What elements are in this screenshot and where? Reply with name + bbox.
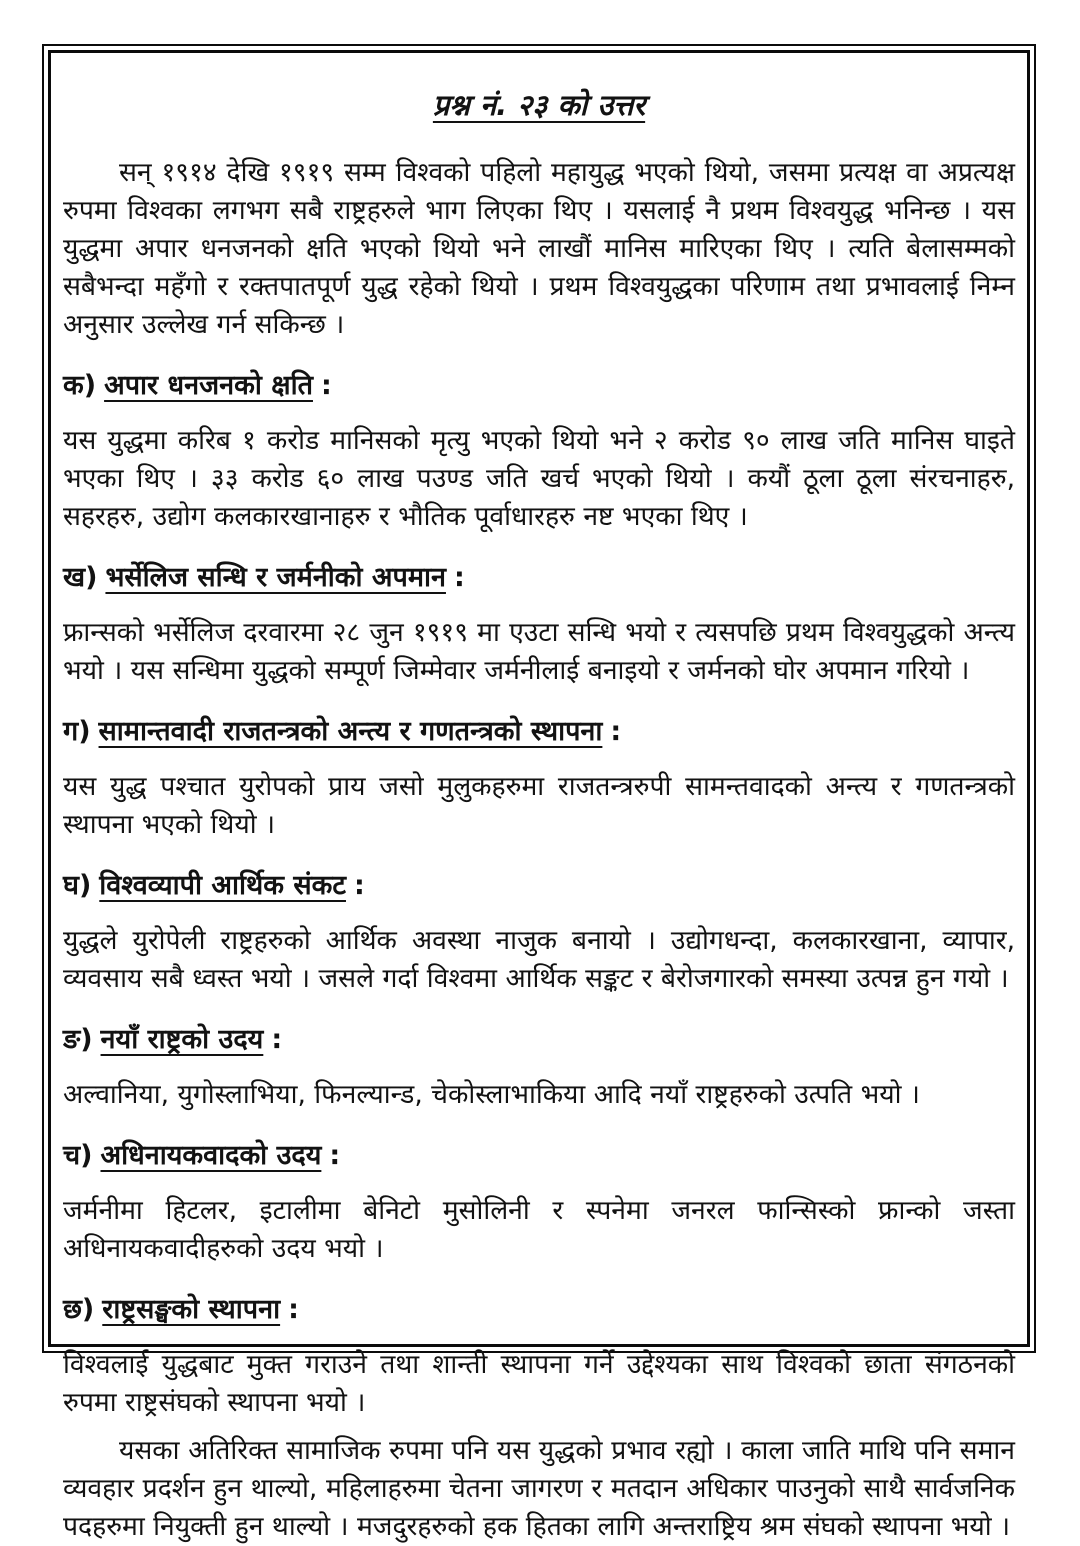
- section-ga: [63, 714, 1015, 844]
- page-inner-frame: [48, 50, 1030, 1542]
- section-body: फ्रान्सको भर्सेलिज दरवारमा २८ जुन १९१९ मा एउटा सन्धि भयो र त्यसपछि प्रथम विश्वयुद्धको अन्त्य भयो । यस सन्धिमा युद्धको सम्पूर्ण जिम्मेवार जर्मनीलाई बनाइयो र जर्मनको घोर अपमान गरियो ।: [63, 617, 1015, 686]
- page-title: [63, 85, 1015, 124]
- section-colon: :: [353, 870, 365, 901]
- section-cha: [63, 1138, 1015, 1268]
- section-body: विश्वलाई युद्धबाट मुक्त गराउने तथा शान्ती स्थापना गर्ने उद्देश्यका साथ विश्वको छाता संगठनको रुपमा राष्ट्रसंघको स्थापना भयो ।: [63, 1349, 1015, 1418]
- section-gha: [63, 868, 1015, 998]
- section-title: सामान्तवादी राजतन्त्रको अन्त्य र गणतन्त्रको स्थापना: [98, 716, 603, 747]
- section-title: भर्सेलिज सन्धि र जर्मनीको अपमान: [105, 562, 446, 593]
- section-heading: [63, 560, 1015, 596]
- intro-paragraph: सन् १९१४ देखि १९१९ सम्म विश्वको पहिलो महायुद्ध भएको थियो, जसमा प्रत्यक्ष वा अप्रत्यक्ष रुपमा विश्वका लगभग सबै राष्ट्रहरुले भाग लिएका थिए । यसलाई नै प्रथम विश्वयुद्ध भनिन्छ । यस युद्धमा अपार धनजनको क्षति भएको थियो भने लाखौं मानिस मारिएका थिए । त्यति बेलासम्मको सबैभन्दा महँगो र रक्तपातपूर्ण युद्ध रहेको थियो । प्रथम विश्वयुद्धका परिणाम तथा प्रभावलाई निम्न अनुसार उल्लेख गर्न सकिन्छ ।: [63, 157, 1015, 340]
- section-body: अल्वानिया, युगोस्लाभिया, फिनल्यान्ड, चेकोस्लाभाकिया आदि नयाँ राष्ट्रहरुको उत्पति भयो ।: [63, 1079, 920, 1110]
- section-title: अपार धनजनको क्षति: [104, 370, 313, 401]
- section-heading: [63, 368, 1015, 404]
- section-marker: ख): [63, 562, 98, 593]
- section-heading: [63, 1022, 1015, 1058]
- section-colon: :: [320, 370, 332, 401]
- section-marker: घ): [63, 870, 92, 901]
- section-heading: [63, 868, 1015, 904]
- section-colon: :: [610, 716, 622, 747]
- section-nga: [63, 1022, 1015, 1114]
- section-heading: [63, 1138, 1015, 1174]
- section-colon: :: [288, 1294, 299, 1325]
- section-kha: [63, 560, 1015, 690]
- section-colon: :: [453, 562, 465, 593]
- section-body: यस युद्ध पश्चात युरोपको प्राय जसो मुलुकहरुमा राजतन्त्ररुपी सामन्तवादको अन्त्य र गणतन्त्रको स्थापना भएको थियो ।: [63, 771, 1015, 840]
- section-title: विश्वव्यापी आर्थिक संकट: [99, 870, 346, 901]
- section-marker: क): [63, 370, 97, 401]
- section-colon: :: [271, 1024, 283, 1055]
- closing-paragraph: यसका अतिरिक्त सामाजिक रुपमा पनि यस युद्धको प्रभाव रह्यो । काला जाति माथि पनि समान व्यवहार प्रदर्शन हुन थाल्यो, महिलाहरुमा चेतना जागरण र मतदान अधिकार पाउनुको साथै सार्वजनिक पदहरुमा नियुक्ती हुन थाल्यो । मजदुरहरुको हक हितका लागि अन्तराष्ट्रिय श्रम संघको स्थापना भयो ।: [63, 1435, 1015, 1542]
- section-marker: च): [63, 1140, 93, 1171]
- section-marker: ङ): [63, 1024, 93, 1055]
- section-title: राष्ट्रसङ्घको स्थापना: [102, 1294, 281, 1325]
- page-title-text: प्रश्न नं. २३ को उत्तर: [432, 88, 646, 122]
- section-chha: [63, 1292, 1015, 1422]
- section-marker: छ): [63, 1294, 95, 1325]
- page-border-frame: [42, 44, 1036, 1542]
- section-colon: :: [329, 1140, 341, 1171]
- section-heading: [63, 714, 1015, 750]
- section-title: नयाँ राष्ट्रको उदय: [100, 1024, 264, 1055]
- section-marker: ग): [63, 716, 91, 747]
- section-title: अधिनायकवादको उदय: [100, 1140, 322, 1171]
- section-body: यस युद्धमा करिब १ करोड मानिसको मृत्यु भएको थियो भने २ करोड ९० लाख जति मानिस घाइते भएका थिए । ३३ करोड ६० लाख पउण्ड जति खर्च भएको थियो । कयौं ठूला ठूला संरचनाहरु, सहरहरु, उद्योग कलकारखानाहरु र भौतिक पूर्वाधारहरु नष्ट भएका थिए ।: [63, 425, 1015, 532]
- section-ka: [63, 368, 1015, 536]
- section-body: युद्धले युरोपेली राष्ट्रहरुको आर्थिक अवस्था नाजुक बनायो । उद्योगधन्दा, कलकारखाना, व्यापार, व्यवसाय सबै ध्वस्त भयो । जसले गर्दा विश्वमा आर्थिक सङ्कट र बेरोजगारको समस्या उत्पन्न हुन गयो ।: [63, 925, 1015, 994]
- section-heading: [63, 1292, 1015, 1328]
- section-body: जर्मनीमा हिटलर, इटालीमा बेनिटो मुसोलिनी र स्पनेमा जनरल फान्सिस्को फ्रान्को जस्ता अधिनायकवादीहरुको उदय भयो ।: [63, 1195, 1015, 1264]
